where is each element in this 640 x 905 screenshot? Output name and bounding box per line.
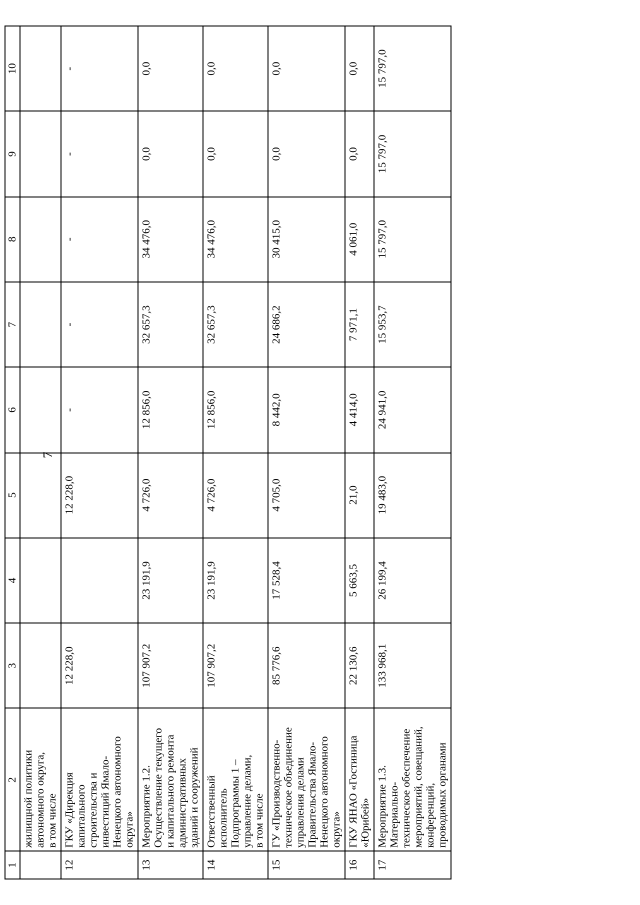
table-row <box>20 26 61 879</box>
cell-col8: 34 476,0 <box>203 197 268 282</box>
cell-col5: 21,0 <box>345 453 374 538</box>
cell-col6: 8 442,0 <box>268 367 345 452</box>
cell-col7: 32 657,3 <box>138 282 203 367</box>
cell-col8: 30 415,0 <box>268 197 345 282</box>
col-num-10: 10 <box>5 26 20 111</box>
cell-col7: 24 686,2 <box>268 282 345 367</box>
row-number <box>20 851 61 879</box>
row-name: Мероприятие 1.2. Осуществление текущего и капитального ремонта административных зданий и сооружений <box>138 708 203 851</box>
col-num-3: 3 <box>5 623 20 708</box>
table-row <box>138 26 203 879</box>
cell-col9: 15 797,0 <box>374 111 451 196</box>
cell-col5: 19 483,0 <box>374 453 451 538</box>
cell-col8: - <box>61 197 138 282</box>
col-num-4: 4 <box>5 538 20 623</box>
cell-col9: 0,0 <box>138 111 203 196</box>
col-num-1: 1 <box>5 851 20 879</box>
table-row <box>374 26 451 879</box>
cell-col10: 0,0 <box>138 26 203 111</box>
cell-col10: 15 797,0 <box>374 26 451 111</box>
cell-col7: - <box>61 282 138 367</box>
cell-col3: 133 968,1 <box>374 623 451 708</box>
cell-col3: 107 907,2 <box>203 623 268 708</box>
cell-col4: 23 191,9 <box>138 538 203 623</box>
row-name: Мероприятие 1.3. Материально- техническое обеспечение мероприятий, совещаний, конференций, проводимых органами <box>374 708 451 851</box>
col-num-7: 7 <box>5 282 20 367</box>
budget-table-rotated <box>5 26 530 880</box>
col-num-8: 8 <box>5 197 20 282</box>
cell-col10: 0,0 <box>268 26 345 111</box>
table-row <box>61 26 138 879</box>
col-num-9: 9 <box>5 111 20 196</box>
cell-col8: 4 061,0 <box>345 197 374 282</box>
cell-col4 <box>20 538 61 623</box>
cell-col9: - <box>61 111 138 196</box>
row-name: ГУ «Производственно- техническое объединение управления делами Правительства Ямало- Ненецкого автономного округа» <box>268 708 345 851</box>
table-row <box>345 26 374 879</box>
cell-col9: 0,0 <box>345 111 374 196</box>
cell-col10: - <box>61 26 138 111</box>
budget-table <box>5 26 452 880</box>
row-number: 16 <box>345 851 374 879</box>
row-name: жилищной политики автономного округа, в том числе <box>20 708 61 851</box>
cell-col5: 4 726,0 <box>203 453 268 538</box>
cell-col7: 32 657,3 <box>203 282 268 367</box>
col-num-5: 5 <box>5 453 20 538</box>
cell-col10: 0,0 <box>203 26 268 111</box>
cell-col8 <box>20 197 61 282</box>
cell-col7: 15 953,7 <box>374 282 451 367</box>
cell-col9: 0,0 <box>268 111 345 196</box>
cell-col8: 15 797,0 <box>374 197 451 282</box>
cell-col4: 5 663,5 <box>345 538 374 623</box>
table-row <box>268 26 345 879</box>
row-name: Ответственный исполнитель Подпрограммы 1 – управление делами, в том числе <box>203 708 268 851</box>
cell-col6: 12 856,0 <box>138 367 203 452</box>
cell-col5: 4 726,0 <box>138 453 203 538</box>
cell-col7 <box>20 282 61 367</box>
row-number: 14 <box>203 851 268 879</box>
cell-col4: 17 528,4 <box>268 538 345 623</box>
cell-col6: 24 941,0 <box>374 367 451 452</box>
cell-col9: 0,0 <box>203 111 268 196</box>
cell-col5: 12 228,0 <box>61 453 138 538</box>
table-row <box>203 26 268 879</box>
cell-col5 <box>20 453 61 538</box>
cell-col7: 7 971,1 <box>345 282 374 367</box>
page-number: 7 <box>40 451 55 459</box>
cell-col6: 12 856,0 <box>203 367 268 452</box>
cell-col4: 23 191,9 <box>203 538 268 623</box>
cell-col5: 4 705,0 <box>268 453 345 538</box>
row-name: ГКУ «Дирекция капитального строительства и инвестиций Ямало- Ненецкого автономного округа» <box>61 708 138 851</box>
cell-col10: 0,0 <box>345 26 374 111</box>
row-name: ГКУ ЯНАО «Гостиница «Юрибей» <box>345 708 374 851</box>
column-number-row <box>5 26 20 879</box>
row-number: 15 <box>268 851 345 879</box>
row-number: 12 <box>61 851 138 879</box>
col-num-2: 2 <box>5 708 20 851</box>
cell-col3: 22 130,6 <box>345 623 374 708</box>
cell-col8: 34 476,0 <box>138 197 203 282</box>
cell-col3: 85 776,6 <box>268 623 345 708</box>
row-number: 13 <box>138 851 203 879</box>
cell-col4 <box>61 538 138 623</box>
cell-col3: 107 907,2 <box>138 623 203 708</box>
cell-col9 <box>20 111 61 196</box>
cell-col3 <box>20 623 61 708</box>
cell-col6: 4 414,0 <box>345 367 374 452</box>
cell-col3: 12 228,0 <box>61 623 138 708</box>
cell-col10 <box>20 26 61 111</box>
cell-col6 <box>20 367 61 452</box>
cell-col4: 26 199,4 <box>374 538 451 623</box>
col-num-6: 6 <box>5 367 20 452</box>
row-number: 17 <box>374 851 451 879</box>
cell-col6: - <box>61 367 138 452</box>
